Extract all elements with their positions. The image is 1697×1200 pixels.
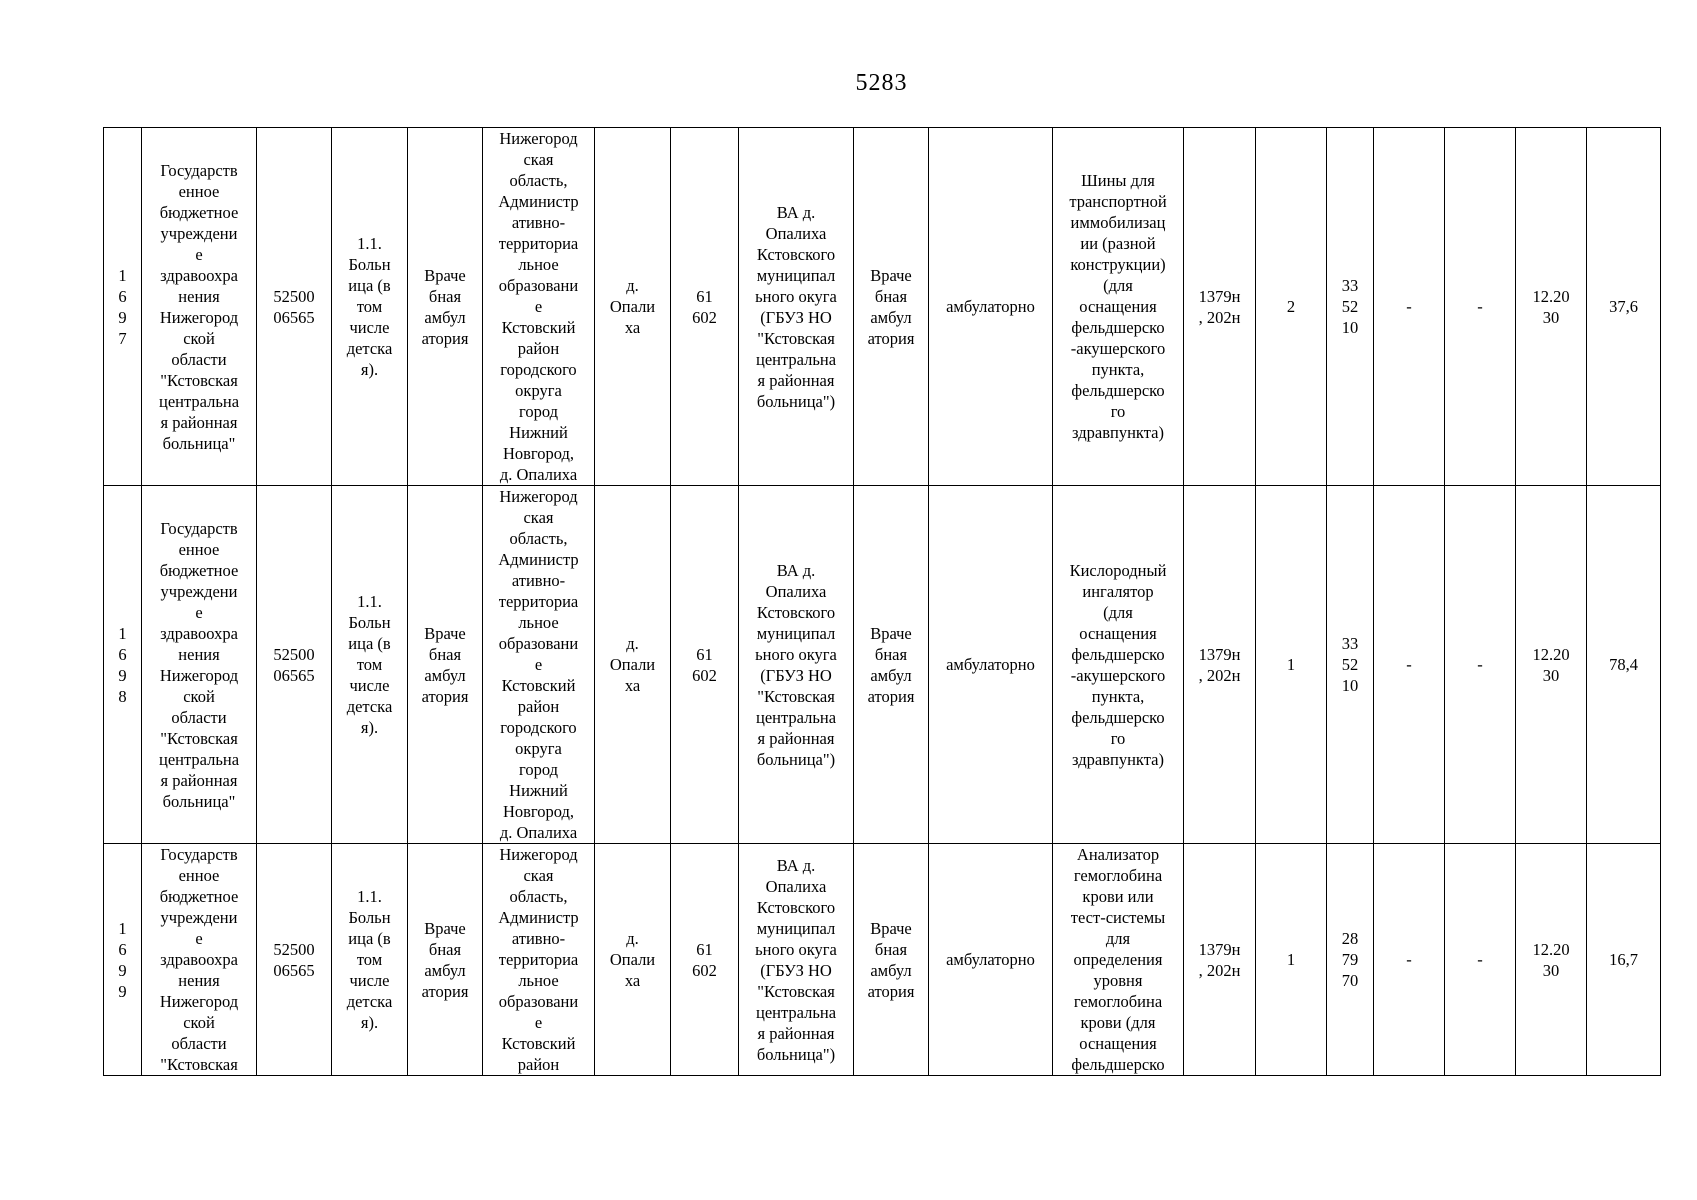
col-dash-2: -	[1445, 128, 1516, 486]
amount: 78,4	[1587, 486, 1661, 844]
order-ref: 1379н , 202н	[1184, 128, 1256, 486]
col-dash-2: -	[1445, 486, 1516, 844]
institution-type: 1.1. Больн ица (в том числе детска я).	[332, 128, 408, 486]
order-ref: 1379н , 202н	[1184, 486, 1256, 844]
order-ref: 1379н , 202н	[1184, 844, 1256, 1076]
equipment-name: Шины для транспортной иммобилизац ии (разной конструкции) (для оснащения фельдшерско -акушерского пункта, фельдшерско го здравпункта)	[1053, 128, 1184, 486]
table-row	[104, 844, 1661, 1076]
amount: 37,6	[1587, 128, 1661, 486]
facility-name: ВА д. Опалиха Кстовского муниципал ьного окуга (ГБУЗ НО "Кстовская центральна я районная больница")	[739, 486, 854, 844]
page-number: 5283	[855, 70, 908, 96]
col-dash-1: -	[1374, 486, 1445, 844]
table-row	[104, 128, 1661, 486]
facility-name: ВА д. Опалиха Кстовского муниципал ьного окуга (ГБУЗ НО "Кстовская центральна я районная больница")	[739, 128, 854, 486]
territory-code: 61 602	[671, 128, 739, 486]
col-dash-2: -	[1445, 844, 1516, 1076]
address: Нижегород ская область, Администр ативно- территориа льное образовани е Кстовский район городского округа город Нижний Новгород, д. Опалиха	[483, 128, 595, 486]
facility-unit-type: Враче бная амбул атория	[854, 844, 929, 1076]
institution-name: Государств енное бюджетное учреждени е здравоохра нения Нижегород ской области "Кстовская центральна я районная больница"	[142, 486, 257, 844]
institution-type: 1.1. Больн ица (в том числе детска я).	[332, 844, 408, 1076]
deadline-date: 12.20 30	[1516, 844, 1587, 1076]
inn: 52500 06565	[257, 844, 332, 1076]
col-dash-1: -	[1374, 844, 1445, 1076]
institution-type: 1.1. Больн ица (в том числе детска я).	[332, 486, 408, 844]
territory-code: 61 602	[671, 486, 739, 844]
okpd-code: 33 52 10	[1327, 486, 1374, 844]
care-mode: амбулаторно	[929, 844, 1053, 1076]
row-number: 1 6 9 8	[104, 486, 142, 844]
row-number: 1 6 9 7	[104, 128, 142, 486]
facility-name: ВА д. Опалиха Кстовского муниципал ьного окуга (ГБУЗ НО "Кстовская центральна я районная больница")	[739, 844, 854, 1076]
table-row	[104, 486, 1661, 844]
locality: д. Опали ха	[595, 486, 671, 844]
okpd-code: 33 52 10	[1327, 128, 1374, 486]
institution-name: Государств енное бюджетное учреждени е здравоохра нения Нижегород ской области "Кстовская центральна я районная больница"	[142, 128, 257, 486]
equipment-table	[103, 127, 1661, 1076]
territory-code: 61 602	[671, 844, 739, 1076]
equipment-name: Кислородный ингалятор (для оснащения фельдшерско -акушерского пункта, фельдшерско го здравпункта)	[1053, 486, 1184, 844]
quantity: 1	[1256, 844, 1327, 1076]
unit-type: Враче бная амбул атория	[408, 128, 483, 486]
amount: 16,7	[1587, 844, 1661, 1076]
care-mode: амбулаторно	[929, 486, 1053, 844]
quantity: 2	[1256, 128, 1327, 486]
address: Нижегород ская область, Администр ативно- территориа льное образовани е Кстовский район городского округа город Нижний Новгород, д. Опалиха	[483, 486, 595, 844]
facility-unit-type: Враче бная амбул атория	[854, 128, 929, 486]
row-number: 1 6 9 9	[104, 844, 142, 1076]
unit-type: Враче бная амбул атория	[408, 486, 483, 844]
facility-unit-type: Враче бная амбул атория	[854, 486, 929, 844]
quantity: 1	[1256, 486, 1327, 844]
col-dash-1: -	[1374, 128, 1445, 486]
equipment-name: Анализатор гемоглобина крови или тест-системы для определения уровня гемоглобина крови (для оснащения фельдшерско	[1053, 844, 1184, 1076]
inn: 52500 06565	[257, 128, 332, 486]
care-mode: амбулаторно	[929, 128, 1053, 486]
deadline-date: 12.20 30	[1516, 486, 1587, 844]
locality: д. Опали ха	[595, 128, 671, 486]
okpd-code: 28 79 70	[1327, 844, 1374, 1076]
locality: д. Опали ха	[595, 844, 671, 1076]
institution-name: Государств енное бюджетное учреждени е здравоохра нения Нижегород ской области "Кстовская	[142, 844, 257, 1076]
inn: 52500 06565	[257, 486, 332, 844]
deadline-date: 12.20 30	[1516, 128, 1587, 486]
address: Нижегород ская область, Администр ативно- территориа льное образовани е Кстовский район	[483, 844, 595, 1076]
unit-type: Враче бная амбул атория	[408, 844, 483, 1076]
